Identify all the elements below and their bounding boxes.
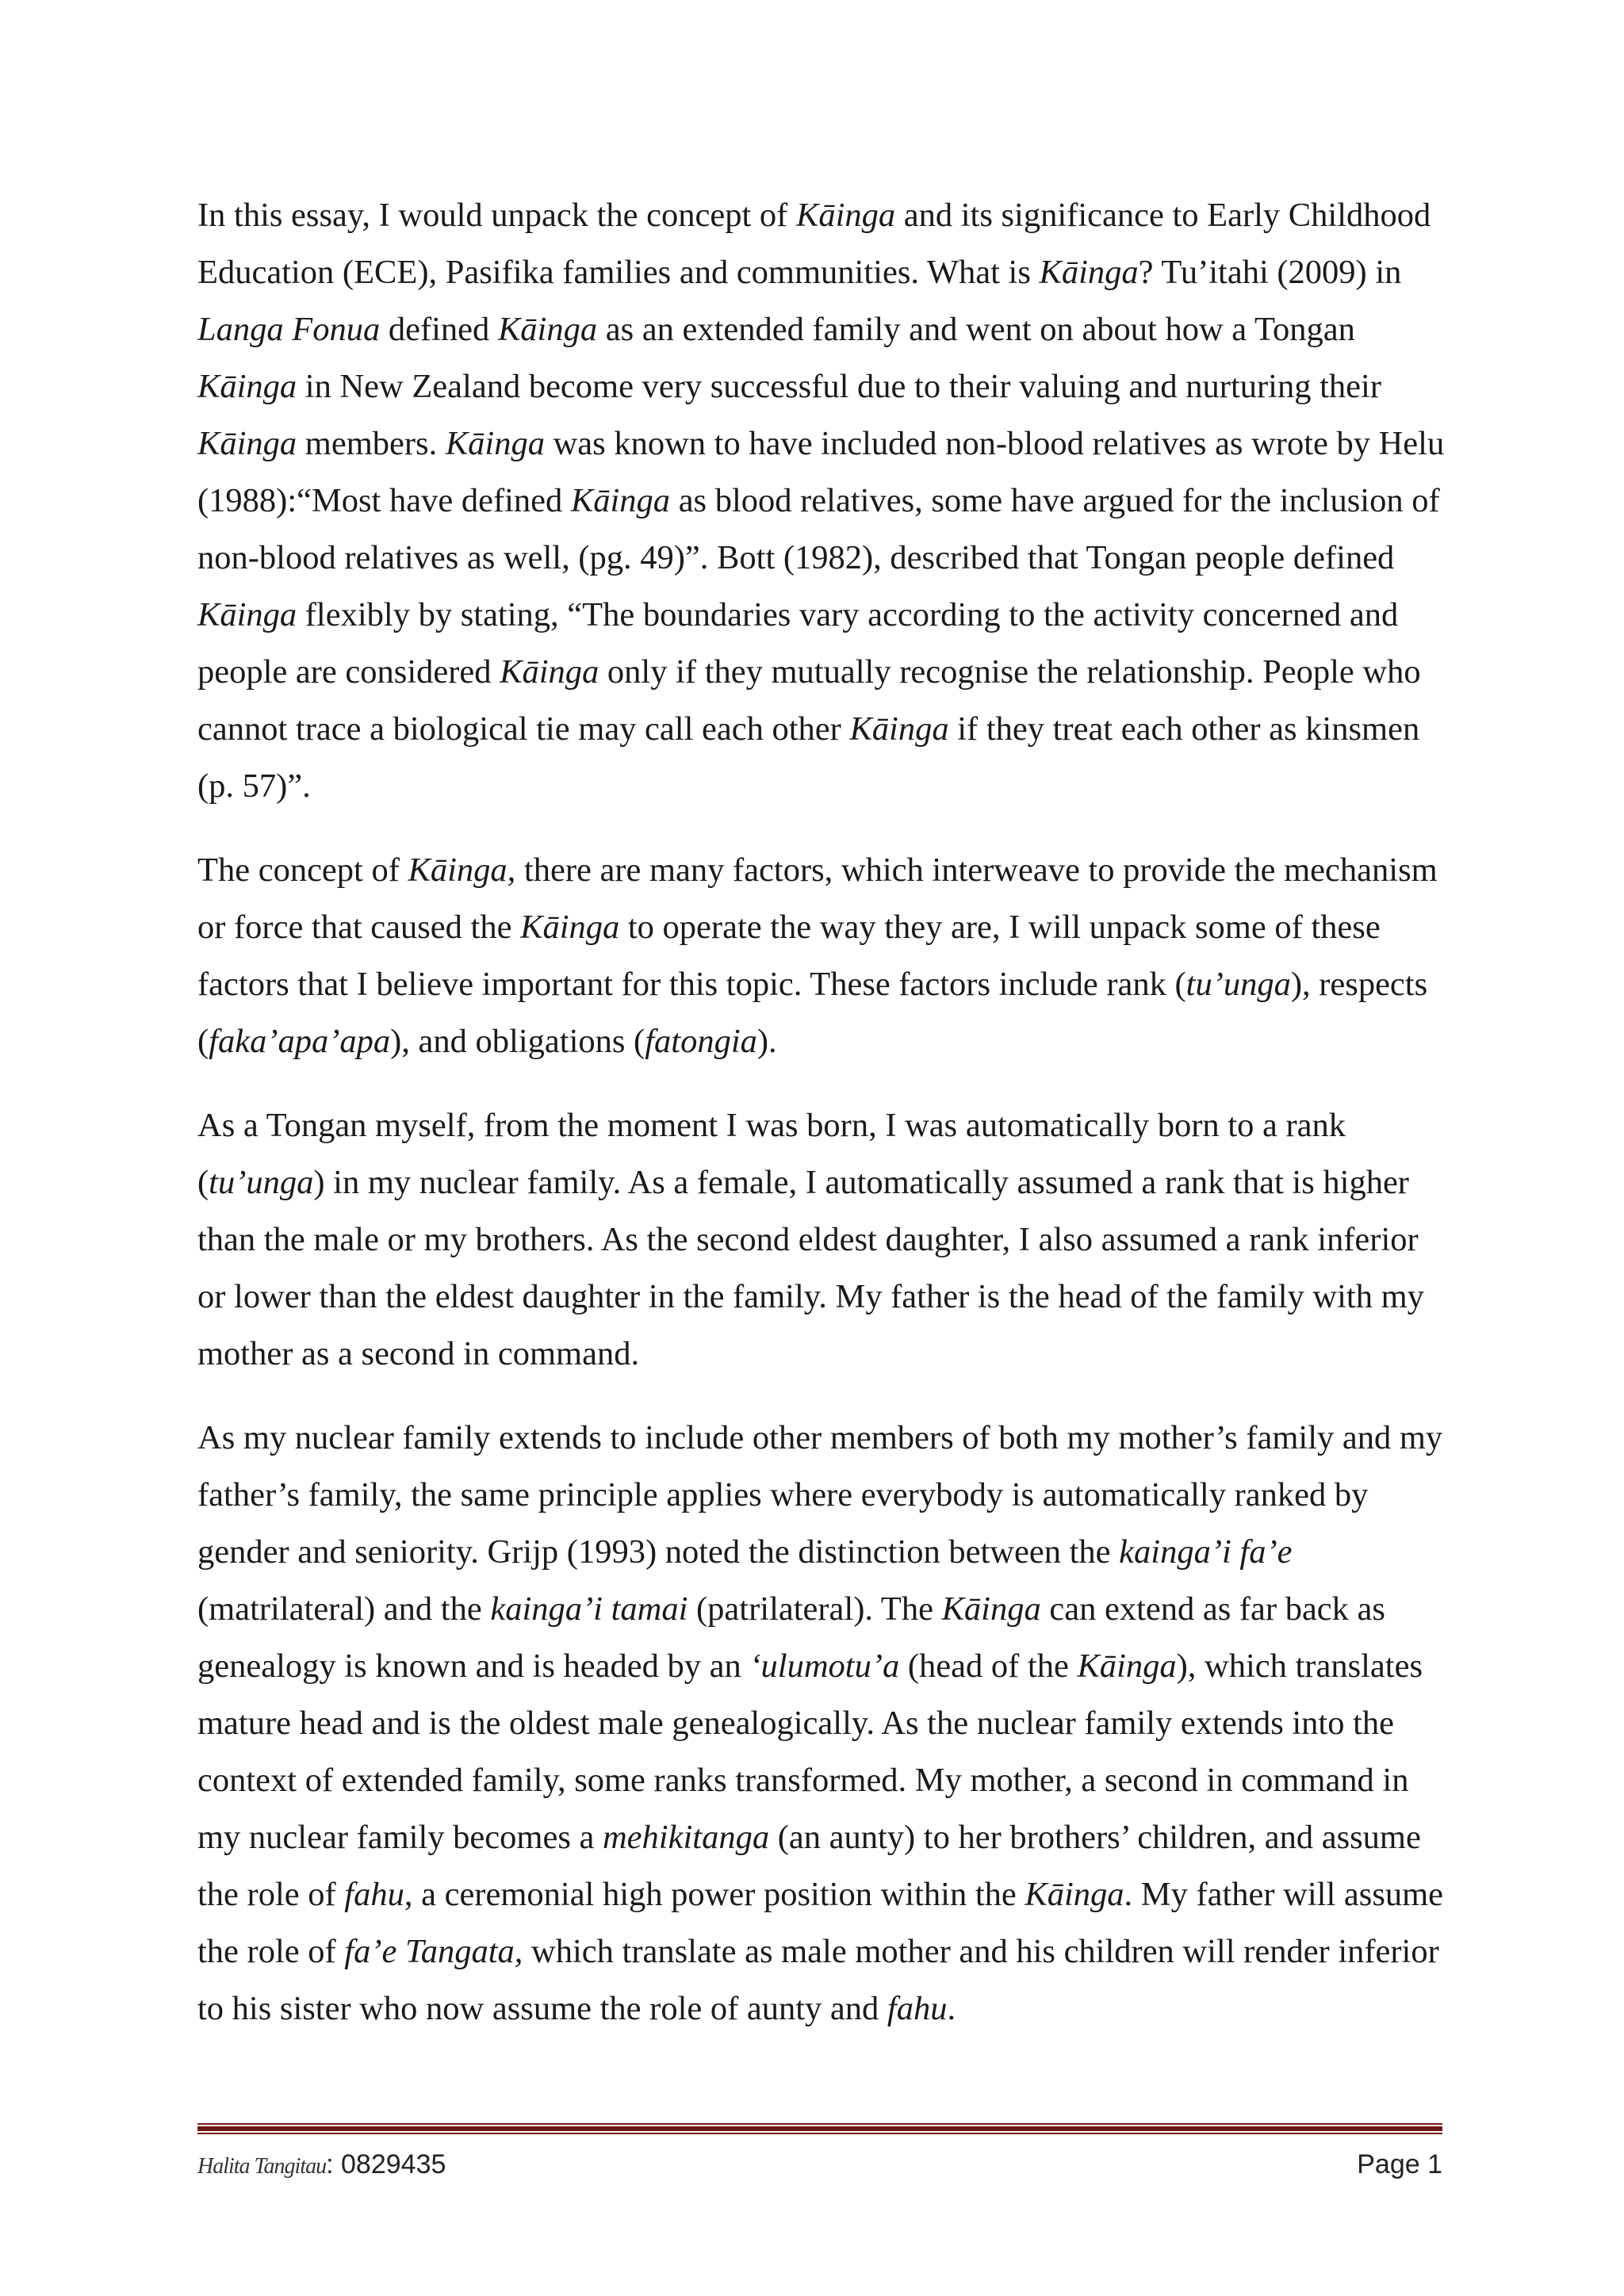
text-run: to operate the way they are, I will unpack some of these factors that I believe important for this topic. These factors include rank (: [197, 909, 1381, 1003]
text-run: As a Tongan myself, from the moment I was born, I was automatically born to a rank (: [197, 1107, 1346, 1201]
text-run: as blood relatives, some have argued for the inclusion of non-blood relatives as well, (pg. 49)”. Bott (1982), described that Tongan people defined: [197, 482, 1440, 576]
italic-term: Kāinga: [197, 368, 297, 405]
text-run: ), and obligations (: [390, 1023, 645, 1060]
footer-divider: [197, 2123, 1442, 2134]
italic-term: fahu: [887, 1990, 948, 2027]
italic-term: Kāinga: [500, 653, 599, 691]
italic-term: Kāinga: [941, 1590, 1041, 1628]
text-run: in New Zealand become very successful due to their valuing and nurturing their: [297, 368, 1381, 405]
text-run: (an aunty) to her brothers’ children, and assume the role of: [197, 1819, 1421, 1913]
text-run: (patrilateral). The: [688, 1590, 942, 1628]
italic-term: Kāinga: [795, 197, 896, 234]
text-run: there are many factors, which interweave to provide the mechanism or force that caused the: [197, 851, 1438, 946]
text-run: which translate as male mother and his children will render inferior to his sister who now assume the role of aunty and: [197, 1933, 1439, 2027]
text-run: (matrilateral) and the: [197, 1590, 491, 1628]
text-run: ), which translates mature head and is the oldest male genealogically. As the nuclear family extends into the context of extended family, some ranks transformed. My mother, a second in command in my nuclear family becomes a: [197, 1647, 1423, 1856]
text-run: ? Tu’itahi (2009) in: [1138, 254, 1402, 291]
italic-term: Kāinga: [1077, 1647, 1177, 1685]
italic-term: Kāinga: [197, 596, 297, 633]
text-run: ) in my nuclear family. As a female, I automatically assumed a rank that is higher than the male or my brothers. As the second eldest daughter, I also assumed a rank inferior or lower than the eldest daughter in the family. My father is the head of the family with my mother as a second in command.: [197, 1164, 1424, 1372]
italic-term: Kāinga: [520, 909, 620, 946]
text-run: . My father will assume the role of: [197, 1876, 1444, 1970]
italic-term: Kāinga: [497, 311, 598, 348]
text-run: can extend as far back as genealogy is known and is headed by an: [197, 1590, 1385, 1685]
italic-term: Kāinga,: [408, 851, 516, 889]
italic-term: kainga’i fa’e: [1119, 1533, 1293, 1571]
paragraph-2: [197, 842, 1450, 1070]
paragraph-3: [197, 1097, 1450, 1383]
footer-author-id: [197, 2142, 446, 2189]
italic-term: fahu: [344, 1876, 404, 1913]
text-run: if they treat each other as kinsmen (p. 57)”.: [197, 710, 1420, 805]
text-run: was known to have included non-blood relatives as wrote by Helu (1988):“Most have defined: [197, 425, 1445, 519]
page-footer: [197, 2142, 1442, 2187]
page-number: Page 1: [1357, 2149, 1442, 2179]
text-run: and its significance to Early Childhood Education (ECE), Pasifika families and communities. What is: [197, 197, 1431, 291]
text-run: , a ceremonial high power position within the: [404, 1876, 1025, 1913]
essay-body: [197, 187, 1450, 2064]
italic-term: tu’unga: [209, 1164, 314, 1201]
text-run: In this essay, I would unpack the concept of: [197, 197, 796, 234]
italic-term: Kāinga: [849, 710, 949, 748]
text-run: ).: [756, 1023, 777, 1060]
paragraph-4: [197, 1410, 1450, 2038]
italic-term: kainga’i tamai: [490, 1590, 688, 1628]
italic-term: Langa Fonua: [197, 311, 381, 348]
text-run: .: [947, 1990, 956, 2027]
italic-term: tu’unga: [1185, 966, 1291, 1003]
italic-term: ‘ulumotu’a: [749, 1647, 900, 1685]
text-run: (head of the: [899, 1647, 1078, 1685]
italic-term: mehikitanga: [602, 1819, 770, 1856]
italic-term: faka’apa’apa: [209, 1023, 391, 1060]
italic-term: fa’e Tangata,: [344, 1933, 523, 1970]
italic-term: Kāinga: [1039, 254, 1139, 291]
text-run: As my nuclear family extends to include other members of both my mother’s family and my father’s family, the same principle applies where everybody is automatically ranked by gender and seniority. Grijp (1993) noted the distinction between the: [197, 1419, 1443, 1571]
student-id: : 0829435: [326, 2149, 446, 2179]
text-run: defined: [380, 311, 498, 348]
text-run: flexibly by stating, “The boundaries vary according to the activity concerned and people are considered: [197, 596, 1399, 691]
paragraph-1: [197, 187, 1450, 815]
italic-term: Kāinga: [570, 482, 671, 519]
italic-term: Kāinga: [445, 425, 545, 462]
italic-term: Kāinga: [197, 425, 297, 462]
text-run: as an extended family and went on about how a Tongan: [597, 311, 1355, 348]
author-name: Halita Tangitau: [197, 2154, 327, 2179]
text-run: only if they mutually recognise the relationship. People who cannot trace a biological tie may call each other: [197, 653, 1421, 748]
text-run: The concept of: [197, 851, 408, 889]
italic-term: Kāinga: [1025, 1876, 1124, 1913]
text-run: members.: [297, 425, 446, 462]
italic-term: fatongia: [645, 1023, 757, 1060]
text-run: ), respects (: [197, 966, 1428, 1060]
